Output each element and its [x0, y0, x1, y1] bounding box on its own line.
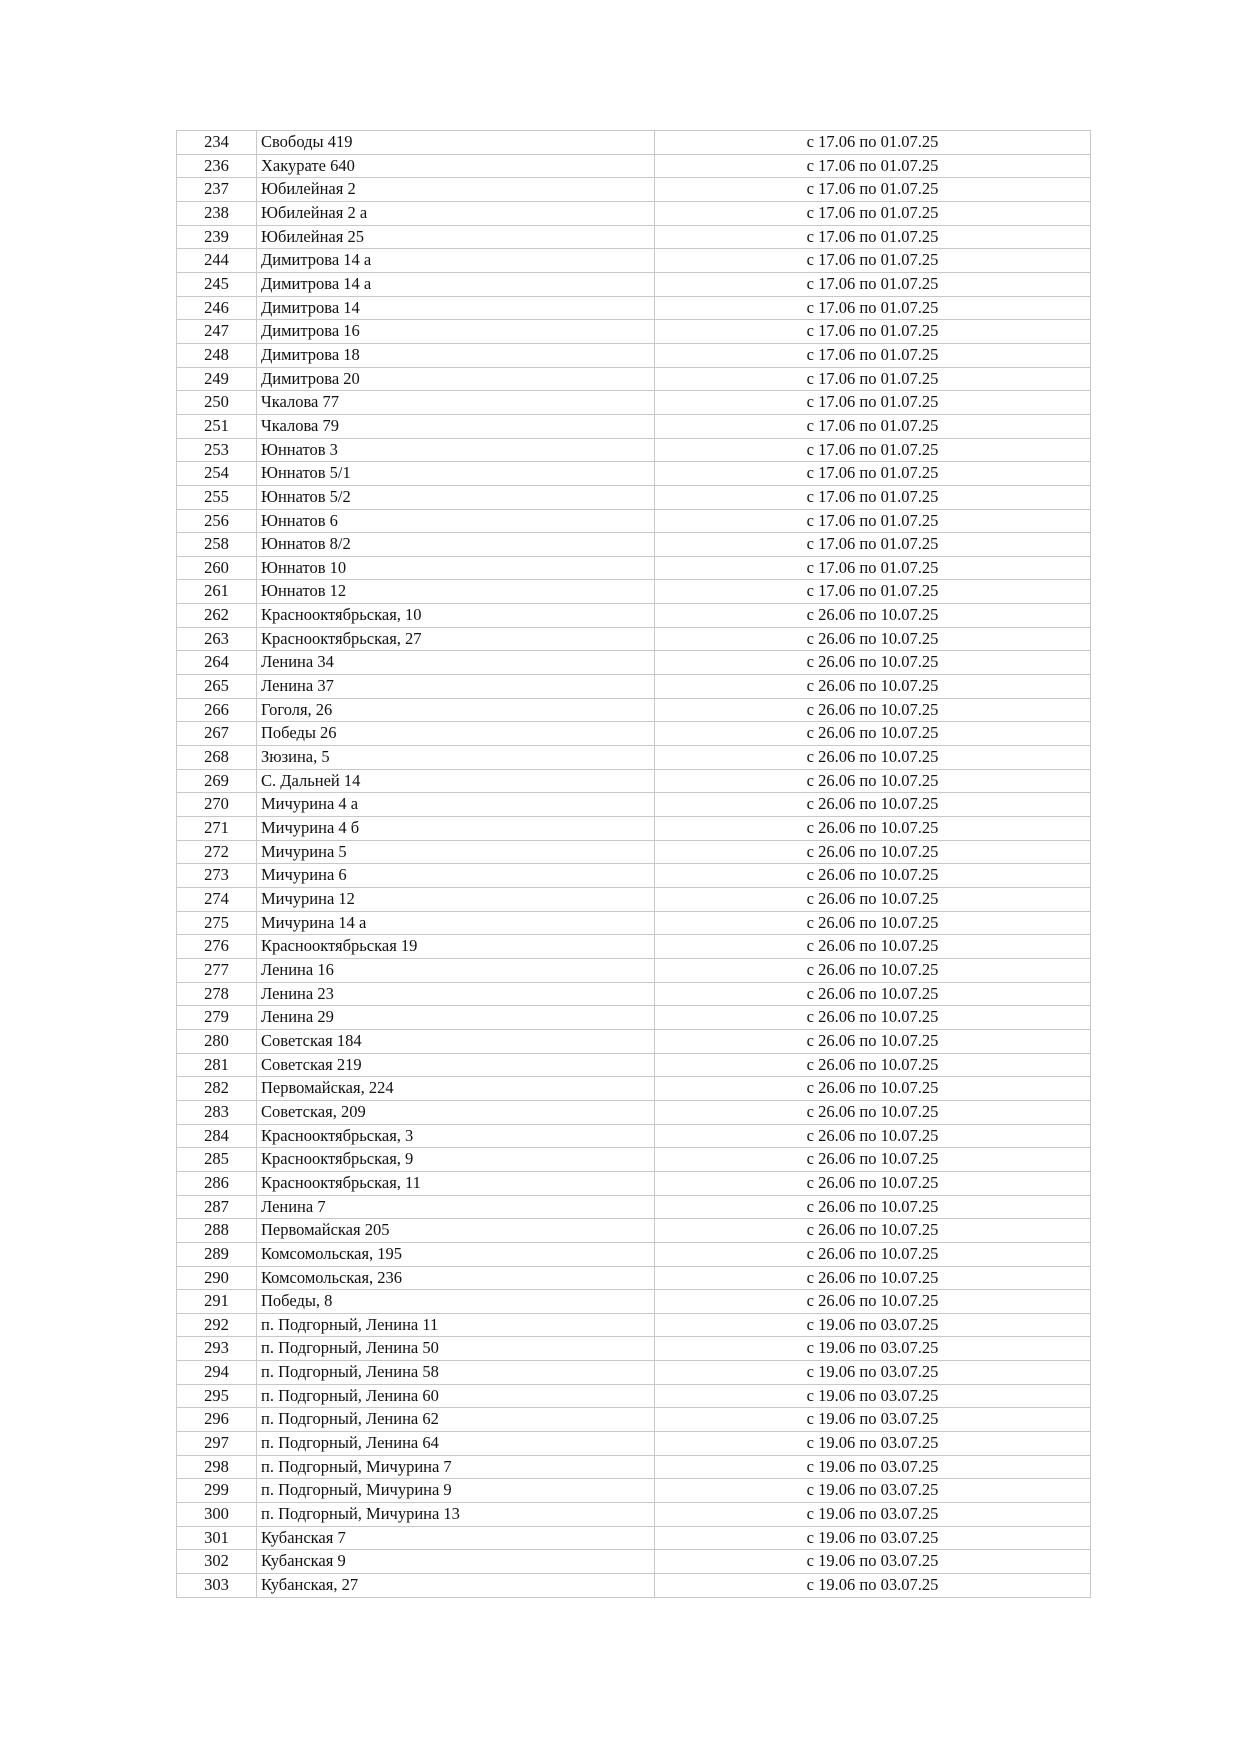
address-cell: Краснооктябрьская, 3: [257, 1124, 655, 1148]
table-row: [177, 769, 1091, 793]
row-number-cell: 300: [177, 1503, 257, 1527]
schedule-table: [176, 130, 1091, 1598]
row-number-cell: 244: [177, 249, 257, 273]
table-row: [177, 533, 1091, 557]
address-cell: Мичурина 5: [257, 840, 655, 864]
table-row: [177, 1266, 1091, 1290]
table-row: [177, 1195, 1091, 1219]
row-number-cell: 248: [177, 343, 257, 367]
table-row: [177, 888, 1091, 912]
row-number-cell: 239: [177, 225, 257, 249]
table-row: [177, 462, 1091, 486]
address-cell: Димитрова 16: [257, 320, 655, 344]
table-row: [177, 1526, 1091, 1550]
table-row: [177, 1053, 1091, 1077]
period-cell: с 26.06 по 10.07.25: [655, 769, 1091, 793]
table-row: [177, 367, 1091, 391]
table-row: [177, 1077, 1091, 1101]
table-row: [177, 1148, 1091, 1172]
row-number-cell: 296: [177, 1408, 257, 1432]
row-number-cell: 271: [177, 817, 257, 841]
period-cell: с 26.06 по 10.07.25: [655, 1242, 1091, 1266]
schedule-table-body: [177, 131, 1091, 1598]
table-row: [177, 651, 1091, 675]
period-cell: с 17.06 по 01.07.25: [655, 367, 1091, 391]
row-number-cell: 273: [177, 864, 257, 888]
address-cell: Юннатов 3: [257, 438, 655, 462]
period-cell: с 19.06 по 03.07.25: [655, 1503, 1091, 1527]
table-row: [177, 698, 1091, 722]
row-number-cell: 249: [177, 367, 257, 391]
period-cell: с 26.06 по 10.07.25: [655, 1006, 1091, 1030]
period-cell: с 17.06 по 01.07.25: [655, 462, 1091, 486]
row-number-cell: 301: [177, 1526, 257, 1550]
table-row: [177, 131, 1091, 155]
period-cell: с 26.06 по 10.07.25: [655, 864, 1091, 888]
address-cell: Советская 219: [257, 1053, 655, 1077]
address-cell: Юннатов 5/2: [257, 485, 655, 509]
period-cell: с 17.06 по 01.07.25: [655, 320, 1091, 344]
period-cell: с 26.06 по 10.07.25: [655, 651, 1091, 675]
period-cell: с 26.06 по 10.07.25: [655, 935, 1091, 959]
address-cell: Ленина 37: [257, 675, 655, 699]
address-cell: Димитрова 14: [257, 296, 655, 320]
table-row: [177, 1100, 1091, 1124]
table-row: [177, 1124, 1091, 1148]
table-row: [177, 627, 1091, 651]
row-number-cell: 280: [177, 1029, 257, 1053]
address-cell: Ленина 34: [257, 651, 655, 675]
row-number-cell: 238: [177, 201, 257, 225]
table-row: [177, 1337, 1091, 1361]
table-row: [177, 1479, 1091, 1503]
address-cell: Свободы 419: [257, 131, 655, 155]
period-cell: с 26.06 по 10.07.25: [655, 1053, 1091, 1077]
address-cell: Димитрова 14 а: [257, 249, 655, 273]
table-row: [177, 509, 1091, 533]
period-cell: с 26.06 по 10.07.25: [655, 1077, 1091, 1101]
row-number-cell: 282: [177, 1077, 257, 1101]
row-number-cell: 297: [177, 1432, 257, 1456]
row-number-cell: 285: [177, 1148, 257, 1172]
address-cell: С. Дальней 14: [257, 769, 655, 793]
row-number-cell: 255: [177, 485, 257, 509]
address-cell: п. Подгорный, Мичурина 13: [257, 1503, 655, 1527]
address-cell: Ленина 29: [257, 1006, 655, 1030]
row-number-cell: 292: [177, 1313, 257, 1337]
period-cell: с 17.06 по 01.07.25: [655, 509, 1091, 533]
table-row: [177, 178, 1091, 202]
table-row: [177, 817, 1091, 841]
row-number-cell: 253: [177, 438, 257, 462]
period-cell: с 19.06 по 03.07.25: [655, 1337, 1091, 1361]
address-cell: Победы, 8: [257, 1290, 655, 1314]
row-number-cell: 295: [177, 1384, 257, 1408]
address-cell: Советская, 209: [257, 1100, 655, 1124]
period-cell: с 17.06 по 01.07.25: [655, 414, 1091, 438]
address-cell: п. Подгорный, Ленина 64: [257, 1432, 655, 1456]
period-cell: с 26.06 по 10.07.25: [655, 1219, 1091, 1243]
period-cell: с 26.06 по 10.07.25: [655, 698, 1091, 722]
row-number-cell: 267: [177, 722, 257, 746]
address-cell: Юннатов 10: [257, 556, 655, 580]
row-number-cell: 262: [177, 604, 257, 628]
period-cell: с 19.06 по 03.07.25: [655, 1361, 1091, 1385]
period-cell: с 17.06 по 01.07.25: [655, 533, 1091, 557]
row-number-cell: 288: [177, 1219, 257, 1243]
row-number-cell: 251: [177, 414, 257, 438]
table-row: [177, 580, 1091, 604]
row-number-cell: 237: [177, 178, 257, 202]
period-cell: с 26.06 по 10.07.25: [655, 1195, 1091, 1219]
table-row: [177, 982, 1091, 1006]
address-cell: Ленина 23: [257, 982, 655, 1006]
table-row: [177, 793, 1091, 817]
address-cell: Мичурина 14 а: [257, 911, 655, 935]
address-cell: Хакурате 640: [257, 154, 655, 178]
address-cell: Краснооктябрьская, 27: [257, 627, 655, 651]
address-cell: п. Подгорный, Ленина 58: [257, 1361, 655, 1385]
address-cell: Первомайская 205: [257, 1219, 655, 1243]
address-cell: Юннатов 5/1: [257, 462, 655, 486]
period-cell: с 26.06 по 10.07.25: [655, 1124, 1091, 1148]
row-number-cell: 260: [177, 556, 257, 580]
table-row: [177, 1384, 1091, 1408]
address-cell: Чкалова 79: [257, 414, 655, 438]
table-row: [177, 1503, 1091, 1527]
period-cell: с 17.06 по 01.07.25: [655, 201, 1091, 225]
address-cell: Комсомольская, 195: [257, 1242, 655, 1266]
period-cell: с 26.06 по 10.07.25: [655, 817, 1091, 841]
table-row: [177, 864, 1091, 888]
table-row: [177, 343, 1091, 367]
table-row: [177, 1290, 1091, 1314]
address-cell: Краснооктябрьская 19: [257, 935, 655, 959]
row-number-cell: 236: [177, 154, 257, 178]
table-row: [177, 272, 1091, 296]
row-number-cell: 258: [177, 533, 257, 557]
address-cell: Зюзина, 5: [257, 746, 655, 770]
address-cell: Димитрова 18: [257, 343, 655, 367]
row-number-cell: 250: [177, 391, 257, 415]
row-number-cell: 298: [177, 1455, 257, 1479]
row-number-cell: 269: [177, 769, 257, 793]
row-number-cell: 278: [177, 982, 257, 1006]
address-cell: Краснооктябрьская, 10: [257, 604, 655, 628]
address-cell: п. Подгорный, Мичурина 9: [257, 1479, 655, 1503]
table-row: [177, 840, 1091, 864]
table-row: [177, 1242, 1091, 1266]
address-cell: Мичурина 4 б: [257, 817, 655, 841]
period-cell: с 17.06 по 01.07.25: [655, 485, 1091, 509]
row-number-cell: 245: [177, 272, 257, 296]
period-cell: с 26.06 по 10.07.25: [655, 911, 1091, 935]
address-cell: Первомайская, 224: [257, 1077, 655, 1101]
period-cell: с 19.06 по 03.07.25: [655, 1313, 1091, 1337]
period-cell: с 26.06 по 10.07.25: [655, 1290, 1091, 1314]
row-number-cell: 261: [177, 580, 257, 604]
address-cell: п. Подгорный, Ленина 62: [257, 1408, 655, 1432]
table-row: [177, 1029, 1091, 1053]
table-row: [177, 414, 1091, 438]
period-cell: с 26.06 по 10.07.25: [655, 604, 1091, 628]
row-number-cell: 264: [177, 651, 257, 675]
period-cell: с 17.06 по 01.07.25: [655, 154, 1091, 178]
row-number-cell: 299: [177, 1479, 257, 1503]
table-row: [177, 201, 1091, 225]
period-cell: с 19.06 по 03.07.25: [655, 1479, 1091, 1503]
address-cell: Краснооктябрьская, 9: [257, 1148, 655, 1172]
table-row: [177, 1006, 1091, 1030]
row-number-cell: 247: [177, 320, 257, 344]
row-number-cell: 287: [177, 1195, 257, 1219]
row-number-cell: 283: [177, 1100, 257, 1124]
row-number-cell: 286: [177, 1171, 257, 1195]
table-row: [177, 296, 1091, 320]
address-cell: Кубанская 7: [257, 1526, 655, 1550]
period-cell: с 19.06 по 03.07.25: [655, 1574, 1091, 1598]
table-row: [177, 154, 1091, 178]
address-cell: Юннатов 8/2: [257, 533, 655, 557]
row-number-cell: 256: [177, 509, 257, 533]
table-row: [177, 1408, 1091, 1432]
period-cell: с 17.06 по 01.07.25: [655, 131, 1091, 155]
row-number-cell: 302: [177, 1550, 257, 1574]
table-row: [177, 1574, 1091, 1598]
table-row: [177, 1455, 1091, 1479]
period-cell: с 26.06 по 10.07.25: [655, 1029, 1091, 1053]
address-cell: Комсомольская, 236: [257, 1266, 655, 1290]
period-cell: с 17.06 по 01.07.25: [655, 556, 1091, 580]
table-row: [177, 675, 1091, 699]
period-cell: с 19.06 по 03.07.25: [655, 1455, 1091, 1479]
address-cell: Победы 26: [257, 722, 655, 746]
row-number-cell: 293: [177, 1337, 257, 1361]
row-number-cell: 303: [177, 1574, 257, 1598]
address-cell: Димитрова 20: [257, 367, 655, 391]
period-cell: с 26.06 по 10.07.25: [655, 840, 1091, 864]
table-row: [177, 911, 1091, 935]
address-cell: п. Подгорный, Ленина 11: [257, 1313, 655, 1337]
table-row: [177, 438, 1091, 462]
address-cell: Юннатов 6: [257, 509, 655, 533]
period-cell: с 17.06 по 01.07.25: [655, 272, 1091, 296]
row-number-cell: 281: [177, 1053, 257, 1077]
period-cell: с 26.06 по 10.07.25: [655, 793, 1091, 817]
row-number-cell: 289: [177, 1242, 257, 1266]
address-cell: Чкалова 77: [257, 391, 655, 415]
row-number-cell: 272: [177, 840, 257, 864]
address-cell: п. Подгорный, Ленина 60: [257, 1384, 655, 1408]
row-number-cell: 291: [177, 1290, 257, 1314]
period-cell: с 26.06 по 10.07.25: [655, 675, 1091, 699]
period-cell: с 17.06 по 01.07.25: [655, 249, 1091, 273]
period-cell: с 17.06 по 01.07.25: [655, 225, 1091, 249]
address-cell: Мичурина 6: [257, 864, 655, 888]
row-number-cell: 246: [177, 296, 257, 320]
period-cell: с 19.06 по 03.07.25: [655, 1384, 1091, 1408]
period-cell: с 26.06 по 10.07.25: [655, 627, 1091, 651]
period-cell: с 26.06 по 10.07.25: [655, 1266, 1091, 1290]
address-cell: Юбилейная 25: [257, 225, 655, 249]
address-cell: Юннатов 12: [257, 580, 655, 604]
table-row: [177, 746, 1091, 770]
address-cell: Советская 184: [257, 1029, 655, 1053]
address-cell: Юбилейная 2: [257, 178, 655, 202]
period-cell: с 17.06 по 01.07.25: [655, 580, 1091, 604]
row-number-cell: 234: [177, 131, 257, 155]
table-row: [177, 1550, 1091, 1574]
period-cell: с 19.06 по 03.07.25: [655, 1550, 1091, 1574]
period-cell: с 26.06 по 10.07.25: [655, 1148, 1091, 1172]
address-cell: Ленина 16: [257, 958, 655, 982]
table-row: [177, 391, 1091, 415]
period-cell: с 26.06 по 10.07.25: [655, 888, 1091, 912]
table-row: [177, 604, 1091, 628]
row-number-cell: 266: [177, 698, 257, 722]
address-cell: Мичурина 12: [257, 888, 655, 912]
table-row: [177, 556, 1091, 580]
table-row: [177, 249, 1091, 273]
period-cell: с 17.06 по 01.07.25: [655, 391, 1091, 415]
row-number-cell: 276: [177, 935, 257, 959]
row-number-cell: 270: [177, 793, 257, 817]
row-number-cell: 254: [177, 462, 257, 486]
period-cell: с 26.06 по 10.07.25: [655, 1171, 1091, 1195]
table-row: [177, 722, 1091, 746]
period-cell: с 26.06 по 10.07.25: [655, 722, 1091, 746]
table-row: [177, 1171, 1091, 1195]
period-cell: с 17.06 по 01.07.25: [655, 178, 1091, 202]
period-cell: с 19.06 по 03.07.25: [655, 1432, 1091, 1456]
address-cell: Ленина 7: [257, 1195, 655, 1219]
table-row: [177, 1313, 1091, 1337]
row-number-cell: 274: [177, 888, 257, 912]
address-cell: Гоголя, 26: [257, 698, 655, 722]
table-row: [177, 958, 1091, 982]
address-cell: п. Подгорный, Ленина 50: [257, 1337, 655, 1361]
period-cell: с 17.06 по 01.07.25: [655, 438, 1091, 462]
period-cell: с 26.06 по 10.07.25: [655, 982, 1091, 1006]
table-row: [177, 485, 1091, 509]
row-number-cell: 277: [177, 958, 257, 982]
address-cell: Димитрова 14 а: [257, 272, 655, 296]
row-number-cell: 275: [177, 911, 257, 935]
row-number-cell: 294: [177, 1361, 257, 1385]
address-cell: Юбилейная 2 а: [257, 201, 655, 225]
period-cell: с 26.06 по 10.07.25: [655, 958, 1091, 982]
table-row: [177, 225, 1091, 249]
address-cell: Кубанская, 27: [257, 1574, 655, 1598]
address-cell: Краснооктябрьская, 11: [257, 1171, 655, 1195]
address-cell: п. Подгорный, Мичурина 7: [257, 1455, 655, 1479]
period-cell: с 26.06 по 10.07.25: [655, 746, 1091, 770]
period-cell: с 26.06 по 10.07.25: [655, 1100, 1091, 1124]
row-number-cell: 279: [177, 1006, 257, 1030]
table-row: [177, 1361, 1091, 1385]
row-number-cell: 263: [177, 627, 257, 651]
period-cell: с 17.06 по 01.07.25: [655, 296, 1091, 320]
period-cell: с 19.06 по 03.07.25: [655, 1526, 1091, 1550]
period-cell: с 17.06 по 01.07.25: [655, 343, 1091, 367]
row-number-cell: 268: [177, 746, 257, 770]
table-row: [177, 1432, 1091, 1456]
address-cell: Мичурина 4 а: [257, 793, 655, 817]
table-row: [177, 320, 1091, 344]
row-number-cell: 290: [177, 1266, 257, 1290]
row-number-cell: 284: [177, 1124, 257, 1148]
table-row: [177, 1219, 1091, 1243]
period-cell: с 19.06 по 03.07.25: [655, 1408, 1091, 1432]
table-row: [177, 935, 1091, 959]
row-number-cell: 265: [177, 675, 257, 699]
address-cell: Кубанская 9: [257, 1550, 655, 1574]
